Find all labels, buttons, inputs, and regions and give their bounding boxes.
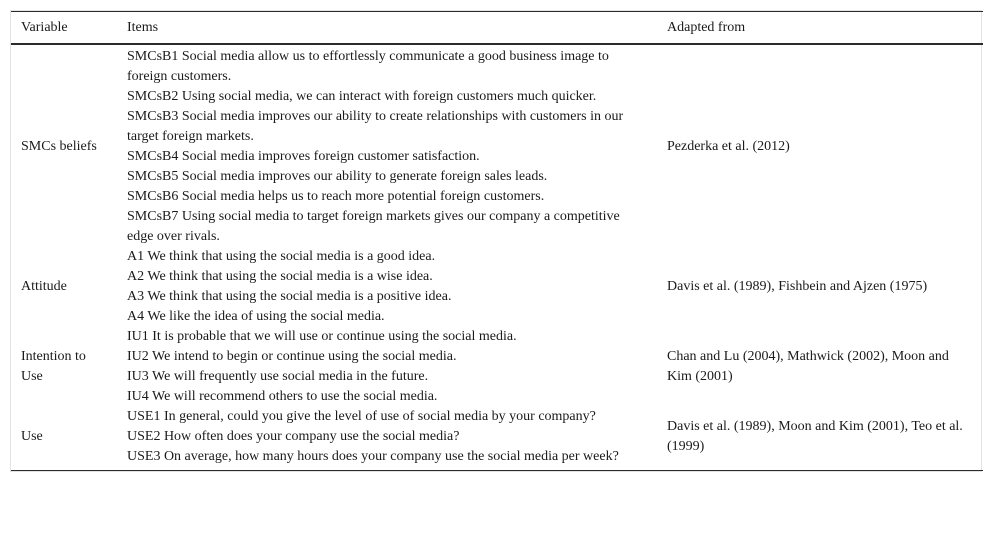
item-use1: USE1 In general, could you give the level of use of social media by your company? [127, 409, 596, 424]
item-smcsb4: SMCsB4 Social media improves foreign customer satisfaction. [127, 149, 480, 164]
cell-items [117, 44, 657, 247]
item-a1: A1 We think that using the social media is a good idea. [127, 249, 436, 264]
item-smcsb1: SMCsB1 Social media allow us to effortlessly communicate a good business image to foreign customers. [127, 49, 609, 84]
cell-items [117, 247, 657, 327]
cell-variable: Intention to Use [21, 349, 86, 384]
header-variable: Variable [11, 12, 117, 45]
item-a2: A2 We think that using the social media is a wise idea. [127, 269, 433, 284]
item-smcsb5: SMCsB5 Social media improves our ability to generate foreign sales leads. [127, 169, 548, 184]
header-items: Items [117, 12, 657, 45]
cell-source: Davis et al. (1989), Fishbein and Ajzen (1975) [667, 279, 928, 294]
cell-variable: SMCs beliefs [21, 139, 97, 154]
item-a3: A3 We think that using the social media is a positive idea. [127, 289, 452, 304]
item-smcsb6: SMCsB6 Social media helps us to reach more potential foreign customers. [127, 189, 545, 204]
item-iu2: IU2 We intend to begin or continue using the social media. [127, 349, 457, 364]
cell-items [117, 407, 657, 471]
item-use3: USE3 On average, how many hours does your company use the social media per week? [127, 449, 619, 464]
constructs-table [11, 11, 983, 471]
cell-source: Chan and Lu (2004), Mathwick (2002), Moon and Kim (2001) [667, 349, 949, 384]
item-use2: USE2 How often does your company use the social media? [127, 429, 460, 444]
cell-source: Davis et al. (1989), Moon and Kim (2001), Teo et al. (1999) [657, 407, 983, 471]
item-smcsb7: SMCsB7 Using social media to target foreign markets gives our company a competitive edge over rivals. [127, 209, 620, 244]
item-smcsb2: SMCsB2 Using social media, we can interact with foreign customers much quicker. [127, 89, 597, 104]
table-row-attitude [11, 247, 983, 327]
item-iu1: IU1 It is probable that we will use or continue using the social media. [127, 329, 517, 344]
table-row-use [11, 407, 983, 471]
cell-source: Pezderka et al. (2012) [667, 139, 790, 154]
header-row [11, 12, 983, 45]
header-adapted-from: Adapted from [657, 12, 983, 45]
cell-items [117, 327, 657, 407]
table-row-smcs-beliefs [11, 44, 983, 247]
cell-variable: Use [11, 407, 117, 471]
item-a4: A4 We like the idea of using the social media. [127, 309, 385, 324]
cell-variable: Attitude [21, 279, 67, 294]
item-iu4: IU4 We will recommend others to use the social media. [127, 389, 438, 404]
item-smcsb3: SMCsB3 Social media improves our ability to create relationships with customers in our target foreign markets. [127, 109, 624, 144]
table-row-intention-to-use [11, 327, 983, 407]
item-iu3: IU3 We will frequently use social media in the future. [127, 369, 429, 384]
constructs-table-container [10, 10, 982, 472]
